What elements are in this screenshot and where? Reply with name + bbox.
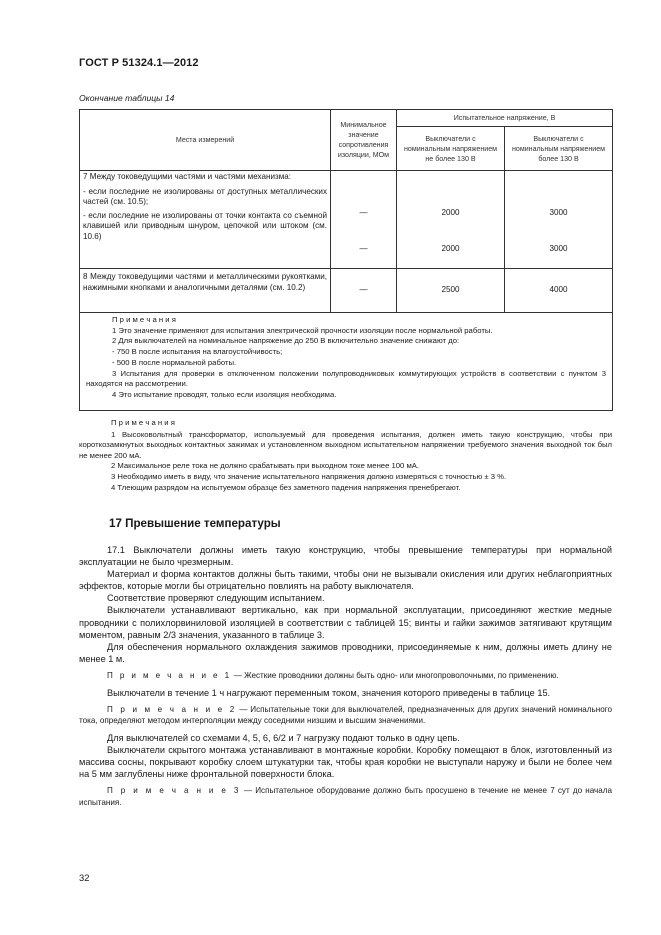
section-title: 17 Превышение температуры xyxy=(109,517,281,530)
table-note: - 750 В после испытания на влагоустойчивость; xyxy=(112,347,283,357)
paragraph: Материал и форма контактов должны быть такими, чтобы они не вызывали окисления или других неблагоприятных эффектов, которые могли бы отрицательно повлиять на работу выключателя. xyxy=(79,569,612,592)
document-header: ГОСТ Р 51324.1—2012 xyxy=(79,57,199,69)
header-voltage-gt-130: Выключатели с номинальным напряжением более 130 В xyxy=(505,127,613,171)
section-body xyxy=(79,544,612,813)
paragraph: Для обеспечения нормального охлаждения зажимов проводники, присоединяемые к ним, должны иметь длину не менее 1 м. xyxy=(79,641,612,664)
row7-sub1-v130: 2000 xyxy=(441,208,460,217)
paragraph: Выключатели в течение 1 ч нагружают переменным током, значения которого приведены в таблице 15. xyxy=(107,687,551,698)
notes-block xyxy=(79,418,612,493)
note-item: 2 Максимальное реле тока не должно срабатывать при выходном токе менее 100 мА. xyxy=(111,461,420,471)
paragraph: Выключатели скрытого монтажа устанавливают в монтажные коробки. Коробку помещают в блок, изготовленный из массива сосны, покрывают коробку слоем штукатурки так, чтобы края коробки не выступали наружу и были не более чем на 5 мм заглублены ниже фронтальной поверхности блока. xyxy=(79,744,612,780)
note-2 xyxy=(79,704,612,727)
notes-title: П р и м е ч а н и я xyxy=(111,418,175,427)
note-item: 4 Тлеющим разрядом на испытуемом образце без заметного падения напряжения пренебрегают. xyxy=(111,482,461,492)
table-note: 2 Для выключателей на номинальное напряжение до 250 В включительно значение снижают до: xyxy=(112,336,460,346)
table-note: - 500 В после нормальной работы. xyxy=(112,357,237,367)
row8-resistance: — xyxy=(331,269,397,313)
note-2-label: П р и м е ч а н и е 2 xyxy=(107,704,237,714)
header-min-resistance: Минимальное значение сопротивления изоляции, МОм xyxy=(331,110,397,171)
row8-v130: 2500 xyxy=(397,269,505,313)
table-row xyxy=(80,269,613,313)
note-item: 1 Высоковольтный трансформатор, используемый для проведения испытания, должен иметь такую конструкцию, чтобы при короткозамкнутых выходных контактных зажимах и установленном выходном испытательном напряжении требуемого значения выходной ток был не менее 200 мА. xyxy=(79,429,612,460)
table-note: 4 Это испытание проводят, только если изоляция необходима. xyxy=(112,389,337,399)
note-3-label: П р и м е ч а н и е 3 xyxy=(107,786,241,796)
page-number: 32 xyxy=(79,872,90,883)
header-test-voltage: Испытательное напряжение, В xyxy=(397,110,613,127)
row7-sub1-vgt130: 3000 xyxy=(549,208,568,217)
row7-sub2-vgt130: 3000 xyxy=(549,243,568,253)
table-row xyxy=(80,171,613,269)
table-caption: Окончание таблицы 14 xyxy=(79,93,175,103)
note-2-text: — Испытательные токи для выключателей, предназначенных для других значений номинального тока, определяют методом интерполяции между соседними низшим и высшим значениями. xyxy=(79,704,612,726)
paragraph: 17.1 Выключатели должны иметь такую конструкцию, чтобы превышение температуры при нормальной эксплуатации не было чрезмерным. xyxy=(79,545,612,568)
insulation-table xyxy=(79,109,613,411)
row8-vgt130: 4000 xyxy=(505,269,613,313)
row8-title: 8 Между токоведущими частями и металлическими рукоятками, нажимными кнопками и аналогичными деталями (см. 10.2) xyxy=(83,272,327,292)
paragraph: Для выключателей со схемами 4, 5, 6, 6/2 и 7 нагрузку подают только в одну цепь. xyxy=(107,732,460,743)
table-notes-title: П р и м е ч а н и я xyxy=(112,315,176,324)
header-measurement-points: Места измерений xyxy=(80,110,331,171)
note-1 xyxy=(79,670,612,682)
header-voltage-le-130: Выключатели с номинальным напряжением не более 130 В xyxy=(397,127,505,171)
table-notes xyxy=(80,313,613,411)
note-1-label: П р и м е ч а н и е 1 xyxy=(107,670,232,680)
paragraph: Выключатели устанавливают вертикально, как при нормальной эксплуатации, присоединяют жесткие медные проводники с полихлорвиниловой изоляцией в соответствии с таблицей 15; винты и гайки зажимов затягивают крутящим моментом, равным 2/3 значения, указанного в таблице 3. xyxy=(79,605,612,640)
row7-sub2-resistance: — xyxy=(359,243,368,253)
row7-sub1: - если последние не изолированы от доступных металлических частей (см. 10.5); xyxy=(83,186,327,207)
table-note: 1 Это значение применяют для испытания электрической прочности изоляции после нормальной работы. xyxy=(112,325,493,335)
row7-sub1-resistance: — xyxy=(359,208,368,217)
note-3-text: — Испытательное оборудование должно быть просушено в течение не менее 7 сут до начала испытания. xyxy=(79,786,612,807)
note-3 xyxy=(79,785,612,808)
row7-sub2-v130: 2000 xyxy=(441,243,460,253)
table-note: 3 Испытания для проверки в отключенном положении полупроводниковых коммутирующих устройств в соответствии с пунктом 3 находятся на рассмотрении. xyxy=(86,368,607,389)
note-1-text: — Жесткие проводники должны быть одно- или многопроволочными, по применению. xyxy=(231,670,559,680)
paragraph: Соответствие проверяют следующим испытанием. xyxy=(107,593,325,604)
row7-sub2: - если последние не изолированы от точки контакта со съемной клавишей или приводным шнуром, цепочкой или штоком (см. 10.6) xyxy=(83,210,327,241)
row7-title: 7 Между токоведущими частями и частями механизма: xyxy=(83,172,292,181)
note-item: 3 Необходимо иметь в виду, что значение испытательного напряжения должно измеряться с точностью ± 3 %. xyxy=(111,471,507,481)
